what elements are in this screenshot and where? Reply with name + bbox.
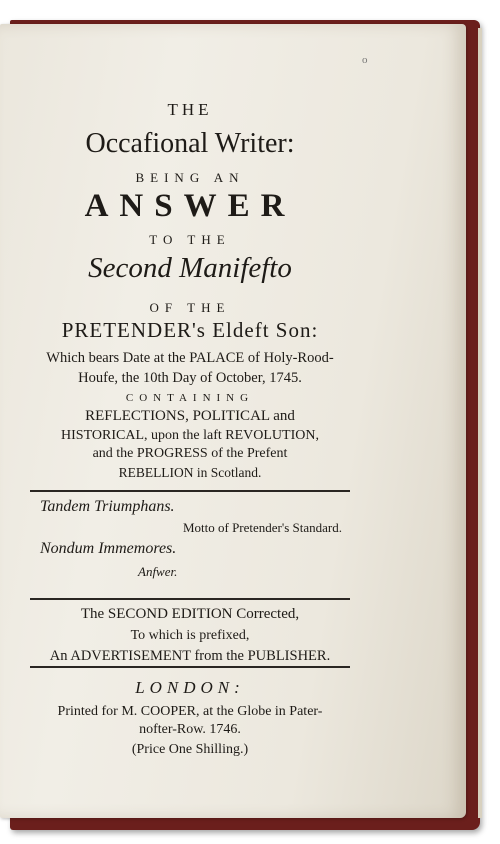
imprint-price: (Price One Shilling.) xyxy=(131,742,249,757)
motto-2: Nondum Immemores. xyxy=(40,540,177,557)
motto-1: Tandem Triumphans. xyxy=(40,498,175,515)
title-line-second-manifesto: Second Manifefto xyxy=(88,252,292,284)
imprint-place: LONDON: xyxy=(135,678,245,697)
motto-1-source: Motto of Pretender's Standard. xyxy=(182,520,342,535)
title-line-to-the: TO THE xyxy=(149,232,231,247)
contents-line-1: REFLECTIONS, POLITICAL and xyxy=(85,408,295,424)
contents-line-4: REBELLION in Scotland. xyxy=(118,465,262,480)
divider-rule xyxy=(30,490,350,492)
imprint-line-1: Printed for M. COOPER, at the Globe in Pater- xyxy=(57,704,323,719)
edition-line-1: The SECOND EDITION Corrected, xyxy=(80,606,300,622)
title-page xyxy=(0,24,466,818)
divider-rule xyxy=(30,598,350,600)
edition-line-2: To which is prefixed, xyxy=(130,628,250,643)
page-edges xyxy=(478,28,482,818)
divider-rule xyxy=(30,666,350,668)
edition-line-3: An ADVERTISEMENT from the PUBLISHER. xyxy=(49,648,331,664)
imprint-line-2: nofter-Row. 1746. xyxy=(139,722,241,737)
dating-line-1: Which bears Date at the PALACE of Holy-Rood- xyxy=(46,350,334,366)
title-line-main: Occafional Writer: xyxy=(85,128,295,159)
dating-line-2: Houfe, the 10th Day of October, 1745. xyxy=(78,370,302,386)
title-line-pretender: PRETENDER's Eldeft Son: xyxy=(61,318,319,342)
contents-line-3: and the PROGRESS of the Prefent xyxy=(92,446,288,461)
contents-line-2: HISTORICAL, upon the laft REVOLUTION, xyxy=(61,428,319,443)
title-line-the: THE xyxy=(167,100,213,119)
containing-label: CONTAINING xyxy=(125,392,255,404)
motto-2-source: Anfwer. xyxy=(138,564,178,579)
pencil-mark: o xyxy=(362,54,368,66)
title-line-answer: ANSWER xyxy=(84,188,296,224)
title-line-being: BEING AN xyxy=(135,170,245,185)
title-line-of-the: OF THE xyxy=(149,300,231,315)
